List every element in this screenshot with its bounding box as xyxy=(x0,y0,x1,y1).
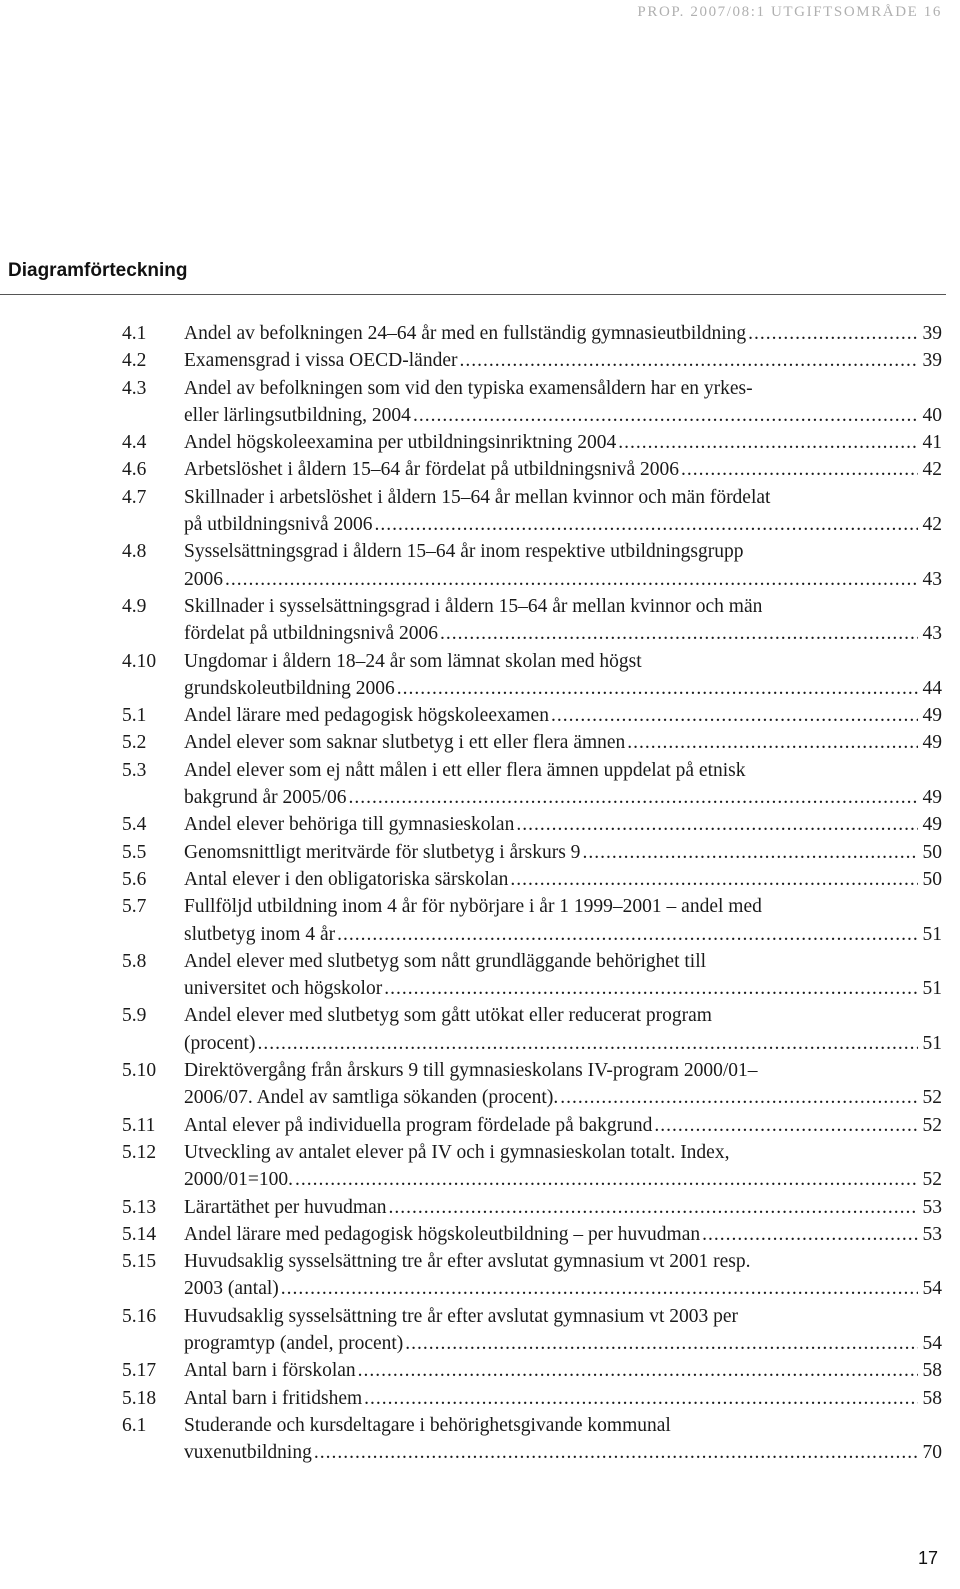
toc-entry[interactable] xyxy=(122,1221,942,1248)
entry-page-number: 42 xyxy=(922,514,942,536)
page-number: 17 xyxy=(917,1548,938,1568)
entry-title-line: Examensgrad i vissa OECD-länder xyxy=(184,350,458,372)
entry-title-line: fördelat på utbildningsnivå 2006 xyxy=(184,623,438,645)
entry-page-number: 41 xyxy=(922,432,942,454)
leader-dots xyxy=(681,456,918,483)
entry-number: 4.8 xyxy=(122,541,147,563)
entry-page-number: 51 xyxy=(922,1032,942,1054)
entry-title-line: Andel elever med slutbetyg som nått grundläggande behörighet till xyxy=(184,950,707,972)
entry-page-number: 50 xyxy=(922,868,942,890)
entry-title-line: Antal barn i fritidshem xyxy=(184,1387,363,1409)
leader-dots xyxy=(225,566,918,593)
leader-dots xyxy=(281,1275,918,1302)
leader-dots xyxy=(618,429,918,456)
entry-title-line: Andel högskoleexamina per utbildningsinriktning 2004 xyxy=(184,432,617,454)
entry-number: 5.6 xyxy=(122,868,147,890)
entry-page-number: 52 xyxy=(922,1114,942,1136)
entry-number: 5.8 xyxy=(122,950,147,972)
leader-dots xyxy=(582,839,918,866)
entry-number: 4.2 xyxy=(122,350,147,372)
entry-page-number: 54 xyxy=(922,1278,942,1300)
entry-title-line: 2006 xyxy=(184,568,223,590)
entry-page-number: 58 xyxy=(922,1387,942,1409)
entry-page-number: 51 xyxy=(922,923,942,945)
entry-title-line: Genomsnittligt meritvärde för slutbetyg i årskurs 9 xyxy=(184,841,581,863)
toc-entry[interactable] xyxy=(122,1112,942,1139)
entry-page-number: 40 xyxy=(922,404,942,426)
entry-number: 5.15 xyxy=(122,1251,157,1273)
leader-dots xyxy=(389,1194,919,1221)
toc-entry[interactable] xyxy=(122,320,942,347)
entry-title-line: Huvudsaklig sysselsättning tre år efter avslutat gymnasium vt 2001 resp. xyxy=(184,1251,751,1273)
toc-entry[interactable] xyxy=(122,1357,942,1384)
entry-title-line: Andel elever behöriga till gymnasieskolan xyxy=(184,814,515,836)
entry-page-number: 54 xyxy=(922,1332,942,1354)
entry-number: 5.17 xyxy=(122,1360,157,1382)
toc-entry[interactable] xyxy=(122,484,942,539)
entry-title-line: Andel elever med slutbetyg som gått utökat eller reducerat program xyxy=(184,1005,712,1027)
toc-entry[interactable] xyxy=(122,866,942,893)
entry-title-line: (procent) xyxy=(184,1032,256,1054)
entry-title-line: Antal elever i den obligatoriska särskolan xyxy=(184,868,509,890)
entry-page-number: 39 xyxy=(922,323,942,344)
entry-title-line: Antal elever på individuella program fördelade på bakgrund xyxy=(184,1114,653,1136)
toc-entry[interactable] xyxy=(122,729,942,756)
entry-title-line: Studerande och kursdeltagare i behörighetsgivande kommunal xyxy=(184,1414,671,1436)
entry-title-line: 2006/07. Andel av samtliga sökanden (procent). xyxy=(184,1087,559,1109)
entry-page-number: 39 xyxy=(922,350,942,372)
toc-entry[interactable] xyxy=(122,893,942,948)
leader-dots xyxy=(551,702,918,729)
toc-entry[interactable] xyxy=(122,948,942,1003)
entry-number: 4.1 xyxy=(122,323,147,344)
table-of-figures xyxy=(122,320,942,1466)
entry-page-number: 58 xyxy=(922,1360,942,1382)
entry-number: 4.7 xyxy=(122,486,147,508)
section-title: Diagramförteckning xyxy=(8,260,188,281)
entry-page-number: 49 xyxy=(922,787,942,809)
leader-dots xyxy=(516,811,918,838)
entry-title-line: Andel elever som saknar slutbetyg i ett eller flera ämnen xyxy=(184,732,626,754)
entry-number: 4.4 xyxy=(122,432,147,454)
toc-entry[interactable] xyxy=(122,375,942,430)
leader-dots xyxy=(295,1166,918,1193)
entry-title-line: Skillnader i arbetslöshet i åldern 15–64 år mellan kvinnor och män fördelat xyxy=(184,486,771,508)
entry-number: 4.3 xyxy=(122,377,147,399)
entry-title-line: Direktövergång från årskurs 9 till gymnasieskolans IV-program 2000/01– xyxy=(184,1060,758,1082)
entry-title-line: Arbetslöshet i åldern 15–64 år fördelat på utbildningsnivå 2006 xyxy=(184,459,679,481)
entry-title-line: på utbildningsnivå 2006 xyxy=(184,514,373,536)
entry-number: 5.2 xyxy=(122,732,147,754)
toc-entry[interactable] xyxy=(122,1385,942,1412)
entry-page-number: 53 xyxy=(922,1223,942,1245)
entry-title-line: 2003 (antal) xyxy=(184,1278,279,1300)
leader-dots xyxy=(397,675,918,702)
toc-entry[interactable] xyxy=(122,538,942,593)
toc-entry[interactable] xyxy=(122,347,942,374)
entry-title-line: Andel elever som ej nått målen i ett eller flera ämnen uppdelat på etnisk xyxy=(184,759,746,781)
entry-title-line: Fullföljd utbildning inom 4 år för nybörjare i år 1 1999–2001 – andel med xyxy=(184,896,762,918)
toc-entry[interactable] xyxy=(122,1194,942,1221)
entry-title-line: slutbetyg inom 4 år xyxy=(184,923,336,945)
entry-title-line: Andel lärare med pedagogisk högskoleutbildning – per huvudman xyxy=(184,1223,701,1245)
entry-title-line: Skillnader i sysselsättningsgrad i åldern 15–64 år mellan kvinnor och män xyxy=(184,595,763,617)
toc-entry[interactable] xyxy=(122,429,942,456)
entry-title-line: Lärartäthet per huvudman xyxy=(184,1196,387,1218)
leader-dots xyxy=(413,402,918,429)
entry-page-number: 44 xyxy=(922,677,942,699)
leader-dots xyxy=(405,1330,918,1357)
toc-entry[interactable] xyxy=(122,702,942,729)
entry-number: 5.4 xyxy=(122,814,147,836)
entry-number: 5.7 xyxy=(122,896,147,918)
toc-entry[interactable] xyxy=(122,811,942,838)
entry-number: 5.3 xyxy=(122,759,147,781)
leader-dots xyxy=(364,1385,918,1412)
entry-number: 4.10 xyxy=(122,650,157,672)
leader-dots xyxy=(257,1030,918,1057)
leader-dots xyxy=(375,511,919,538)
leader-dots xyxy=(348,784,918,811)
entry-page-number: 49 xyxy=(922,814,942,836)
toc-entry[interactable] xyxy=(122,757,942,812)
leader-dots xyxy=(384,975,918,1002)
toc-entry[interactable] xyxy=(122,648,942,703)
toc-entry[interactable] xyxy=(122,1303,942,1358)
entry-number: 5.18 xyxy=(122,1387,157,1409)
entry-title-line: Andel av befolkningen som vid den typiska examensåldern har en yrkes- xyxy=(184,377,753,399)
entry-number: 4.6 xyxy=(122,459,147,481)
leader-dots xyxy=(358,1357,918,1384)
entry-page-number: 49 xyxy=(922,705,942,727)
entry-number: 5.16 xyxy=(122,1305,157,1327)
entry-page-number: 53 xyxy=(922,1196,942,1218)
entry-title-line: Utveckling av antalet elever på IV och i gymnasieskolan totalt. Index, xyxy=(184,1141,730,1163)
entry-title-line: Andel lärare med pedagogisk högskoleexamen xyxy=(184,705,549,727)
entry-number: 5.11 xyxy=(122,1114,156,1136)
leader-dots xyxy=(510,866,918,893)
entry-page-number: 50 xyxy=(922,841,942,863)
toc-entry[interactable] xyxy=(122,1248,942,1303)
toc-entry[interactable] xyxy=(122,593,942,648)
entry-title-line: Antal barn i förskolan xyxy=(184,1360,356,1382)
leader-dots xyxy=(654,1112,918,1139)
entry-number: 5.1 xyxy=(122,705,147,727)
leader-dots xyxy=(702,1221,918,1248)
leader-dots xyxy=(337,921,918,948)
entry-title-line: vuxenutbildning xyxy=(184,1442,312,1464)
entry-number: 5.10 xyxy=(122,1060,157,1082)
entry-number: 5.13 xyxy=(122,1196,157,1218)
heading-rule xyxy=(0,294,946,295)
toc-entry[interactable] xyxy=(122,456,942,483)
entry-title-line: Sysselsättningsgrad i åldern 15–64 år inom respektive utbildningsgrupp xyxy=(184,541,744,563)
entry-title-line: Andel av befolkningen 24–64 år med en fullständig gymnasieutbildning xyxy=(184,323,747,344)
leader-dots xyxy=(314,1439,918,1466)
entry-number: 5.12 xyxy=(122,1141,157,1163)
entry-page-number: 52 xyxy=(922,1169,942,1191)
entry-number: 5.5 xyxy=(122,841,147,863)
toc-entry[interactable] xyxy=(122,839,942,866)
entry-title-line: Huvudsaklig sysselsättning tre år efter avslutat gymnasium vt 2003 per xyxy=(184,1305,739,1327)
entry-number: 5.9 xyxy=(122,1005,147,1027)
entry-page-number: 43 xyxy=(922,623,942,645)
entry-number: 5.14 xyxy=(122,1223,157,1245)
entry-page-number: 43 xyxy=(922,568,942,590)
entry-number: 4.9 xyxy=(122,595,147,617)
entry-title-line: universitet och högskolor xyxy=(184,978,383,1000)
entry-title-line: 2000/01=100. xyxy=(184,1169,294,1191)
leader-dots xyxy=(560,1084,918,1111)
leader-dots xyxy=(748,320,918,347)
entry-page-number: 52 xyxy=(922,1087,942,1109)
running-head: PROP. 2007/08:1 UTGIFTSOMRÅDE 16 xyxy=(637,4,942,20)
entry-page-number: 42 xyxy=(922,459,942,481)
entry-page-number: 51 xyxy=(922,978,942,1000)
leader-dots xyxy=(440,620,918,647)
toc-entry[interactable] xyxy=(122,1139,942,1194)
toc-entry[interactable] xyxy=(122,1412,942,1467)
leader-dots xyxy=(459,347,918,374)
entry-title-line: bakgrund år 2005/06 xyxy=(184,787,347,809)
entry-title-line: Ungdomar i åldern 18–24 år som lämnat skolan med högst xyxy=(184,650,642,672)
entry-title-line: grundskoleutbildning 2006 xyxy=(184,677,395,699)
entry-title-line: eller lärlingsutbildning, 2004 xyxy=(184,404,411,426)
leader-dots xyxy=(627,729,918,756)
toc-entry[interactable] xyxy=(122,1002,942,1057)
entry-page-number: 70 xyxy=(922,1442,942,1464)
entry-title-line: programtyp (andel, procent) xyxy=(184,1332,404,1354)
toc-entry[interactable] xyxy=(122,1057,942,1112)
entry-number: 6.1 xyxy=(122,1414,147,1436)
entry-page-number: 49 xyxy=(922,732,942,754)
